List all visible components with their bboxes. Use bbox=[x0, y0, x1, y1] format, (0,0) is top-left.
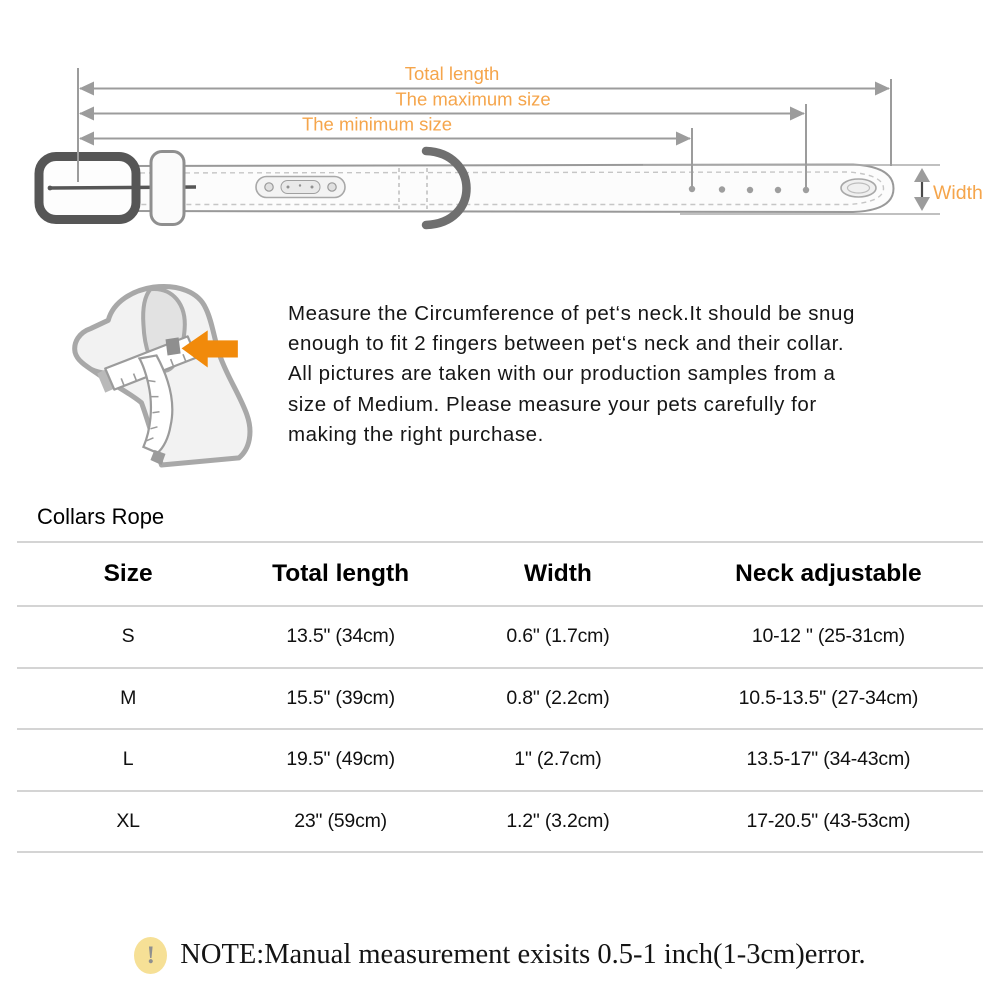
instruction-line: enough to fit 2 fingers between pet‘s neck and their collar. bbox=[288, 332, 845, 356]
table-cell: XL bbox=[116, 809, 140, 832]
instruction-line: Measure the Circumference of pet‘s neck.It should be snug bbox=[288, 302, 855, 325]
exclamation-icon bbox=[134, 937, 167, 974]
collar-measurement-diagram bbox=[0, 0, 1000, 250]
table-row-s bbox=[17, 605, 983, 667]
table-cell: 10-12 " (25-31cm) bbox=[751, 625, 905, 648]
table-cell: 13.5-17" (34-43cm) bbox=[746, 748, 911, 771]
measure-instructions bbox=[288, 299, 855, 450]
table-cell: 23" (59cm) bbox=[294, 809, 387, 832]
instruction-line: size of Medium. Please measure your pets carefully for bbox=[288, 392, 817, 416]
size-table bbox=[17, 541, 983, 853]
table-cell: 1.2" (3.2cm) bbox=[506, 809, 610, 832]
table-cell: 0.6" (1.7cm) bbox=[506, 625, 610, 648]
table-caption: Collars Rope bbox=[37, 504, 165, 529]
note-section bbox=[0, 930, 1000, 980]
table-cell: 10.5-13.5" (27-34cm) bbox=[738, 686, 919, 709]
table-row-xl bbox=[17, 790, 983, 852]
collar-nameplate bbox=[256, 177, 345, 198]
table-row-l bbox=[17, 728, 983, 790]
table-row-m bbox=[17, 667, 983, 729]
table-cell: 0.8" (2.2cm) bbox=[506, 686, 610, 709]
maximum-size-label: The maximum size bbox=[395, 88, 551, 110]
instruction-line: All pictures are taken with our production samples from a bbox=[288, 362, 836, 386]
col-header-size: Size bbox=[103, 560, 153, 587]
table-cell: 15.5" (39cm) bbox=[286, 686, 395, 709]
table-cell: 17-20.5" (43-53cm) bbox=[746, 809, 911, 832]
collar-tip-tag bbox=[841, 179, 876, 197]
dog-measure-illustration bbox=[53, 256, 269, 472]
minimum-size-label: The minimum size bbox=[301, 113, 453, 135]
col-header-neck-adjustable: Neck adjustable bbox=[735, 560, 922, 587]
collar-keeper-loop bbox=[151, 152, 184, 225]
table-cell: 19.5" (49cm) bbox=[286, 748, 395, 771]
table-cell: S bbox=[121, 625, 135, 648]
width-arrow bbox=[914, 168, 930, 211]
table-cell: M bbox=[120, 686, 137, 709]
note-text: NOTE:Manual measurement exisits 0.5-1 inch(1-3cm)error. bbox=[180, 939, 866, 970]
table-header-row bbox=[17, 541, 983, 605]
table-cell: 1" (2.7cm) bbox=[514, 748, 602, 771]
total-length-label: Total length bbox=[404, 63, 500, 84]
exclamation-glyph: ! bbox=[146, 941, 155, 969]
table-cell: L bbox=[122, 748, 134, 771]
instruction-line: making the right purchase. bbox=[288, 422, 544, 446]
width-label: Width bbox=[933, 182, 983, 204]
table-cell: 13.5" (34cm) bbox=[286, 625, 395, 648]
col-header-width: Width bbox=[524, 560, 592, 587]
col-header-total-length: Total length bbox=[272, 560, 410, 587]
